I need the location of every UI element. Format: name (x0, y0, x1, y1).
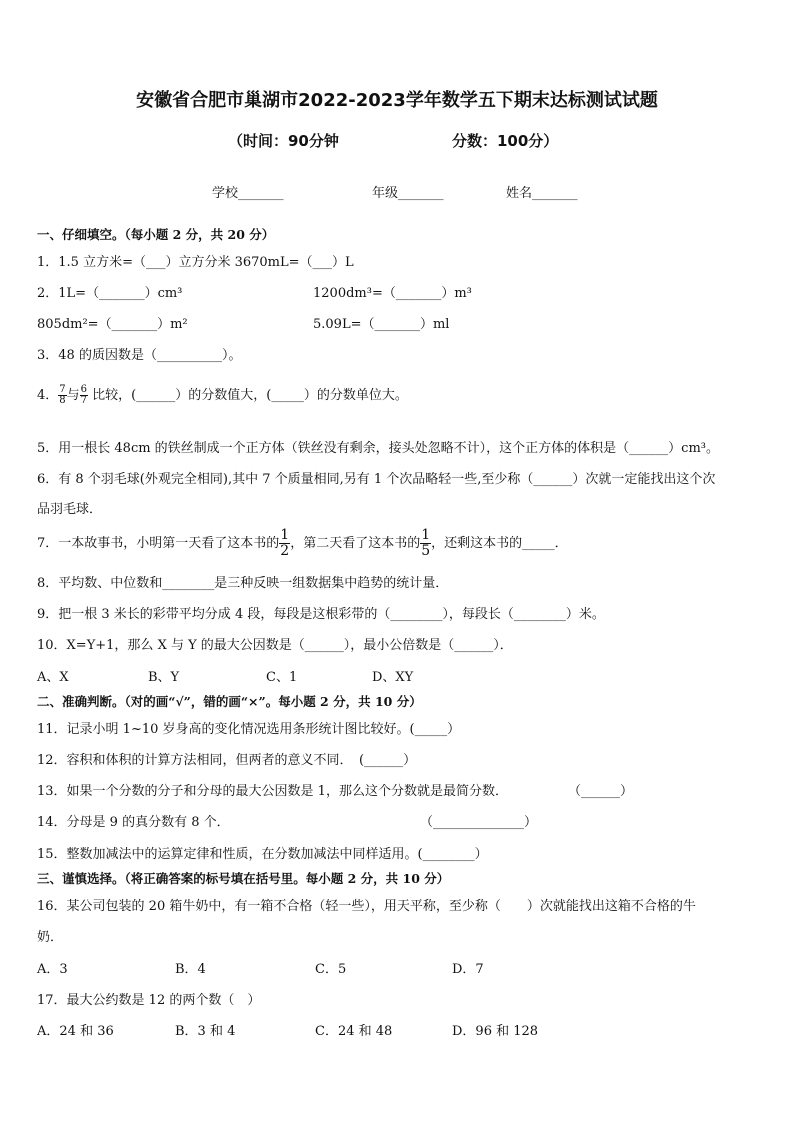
question-11: 11．记录小明 1~10 岁身高的变化情况选用条形统计图比较好。(_____） (37, 722, 461, 737)
question-4-text: 比较，(______）的分数值大，(_____）的分数单位大。 (88, 388, 408, 403)
question-4 (37, 384, 408, 406)
question-14: 14．分母是 9 的真分数有 8 个． (37, 815, 230, 830)
question-15: 15．整数加减法中的运算定律和性质，在分数加减法中同样适用。(________） (37, 847, 488, 862)
question-16-line-2: 奶． (37, 930, 64, 945)
section-1-heading: 一、仔细填空。（每小题 2 分，共 20 分） (37, 227, 275, 242)
q17-option-c: C．24 和 48 (315, 1024, 393, 1039)
question-3: 3．48 的质因数是（__________）。 (37, 348, 242, 363)
q17-option-a: A．24 和 36 (37, 1024, 114, 1039)
fraction-1-5: $\frac{1}{5}$ (421, 527, 431, 559)
question-6-line-1: 6．有 8 个羽毛球(外观完全相同),其中 7 个质量相同,另有 1 个次品略轻一些,至少称（______）次就一定能找出这个次 (37, 472, 716, 487)
question-12: 12．容积和体积的计算方法相同，但两者的意义不同． (______） (37, 753, 417, 768)
q17-option-b: B．3 和 4 (175, 1024, 236, 1039)
q10-option-d: D、XY (372, 670, 414, 685)
question-1: 1．1.5 立方米=（___）立方分米 3670mL=（___）L (37, 255, 354, 270)
question-6-line-2: 品羽毛球． (37, 502, 103, 517)
question-17: 17．最大公约数是 12 的两个数（ ） (37, 993, 261, 1008)
name-field: 姓名_______ (506, 186, 578, 201)
question-10: 10．X=Y+1，那么 X 与 Y 的最大公因数是（______），最小公倍数是（______）． (37, 638, 513, 653)
q16-option-b: B．4 (175, 962, 206, 977)
section-2-heading: 二、准确判断。（对的画“√”，错的画“×”。每小题 2 分，共 10 分） (37, 694, 422, 709)
school-field: 学校_______ (212, 186, 284, 201)
question-14-blank: （______________） (420, 815, 538, 830)
question-13: 13．如果一个分数的分子和分母的最大公因数是 1，那么这个分数就是最简分数． (37, 784, 508, 799)
q16-option-a: A．3 (37, 962, 68, 977)
question-16-line-1: 16．某公司包装的 20 箱牛奶中，有一箱不合格（轻一些），用天平称，至少称（ ）次就能找出这箱不合格的牛 (37, 899, 696, 914)
q16-option-c: C．5 (315, 962, 347, 977)
question-7: 7．一本故事书，小明第一天看了这本书的 $\frac{1}{2}$ ，第二天看了这本书的 $\frac{1}{5}$ ，还剩这本书的_____． (37, 527, 568, 559)
question-4-prefix: 4． (37, 388, 59, 403)
question-5: 5．用一根长 48cm 的铁丝制成一个正方体（铁丝没有剩余，接头处忽略不计），这个正方体的体积是（______）cm³。 (37, 441, 720, 456)
question-9: 9．把一根 3 米长的彩带平均分成 4 段，每段是这根彩带的（________），每段长（________）米。 (37, 607, 605, 622)
grade-field: 年级_______ (372, 186, 444, 201)
question-8: 8．平均数、中位数和________是三种反映一组数据集中趋势的统计量． (37, 576, 449, 591)
q10-option-b: B、Y (148, 670, 180, 685)
q10-option-a: A、X (37, 670, 69, 685)
question-2a: 2．1L=（_______）cm³ (37, 286, 183, 301)
question-13-blank: （______） (568, 784, 634, 799)
page-title: 安徽省合肥市巢湖市2022-2023学年数学五下期末达标测试试题 (136, 90, 658, 111)
q16-option-d: D．7 (452, 962, 484, 977)
section-3-heading: 三、谨慎选择。（将正确答案的标号填在括号里。每小题 2 分，共 10 分） (37, 871, 450, 886)
question-2d: 5.09L=（_______）ml (313, 317, 450, 332)
question-4-op: 与 (66, 388, 80, 403)
exam-time: （时间：90分钟 (228, 132, 339, 150)
fraction-6-7: $\frac{6}{7}$ (80, 384, 88, 406)
fraction-7-8: $\frac{7}{8}$ (59, 384, 66, 406)
q10-option-c: C、1 (266, 670, 298, 685)
exam-score: 分数：100分） (452, 132, 559, 150)
question-2b: 1200dm³=（_______）m³ (313, 286, 472, 301)
q17-option-d: D．96 和 128 (452, 1024, 539, 1039)
question-2c: 805dm²=（_______）m² (37, 317, 188, 332)
fraction-1-2: $\frac{1}{2}$ (280, 527, 290, 559)
